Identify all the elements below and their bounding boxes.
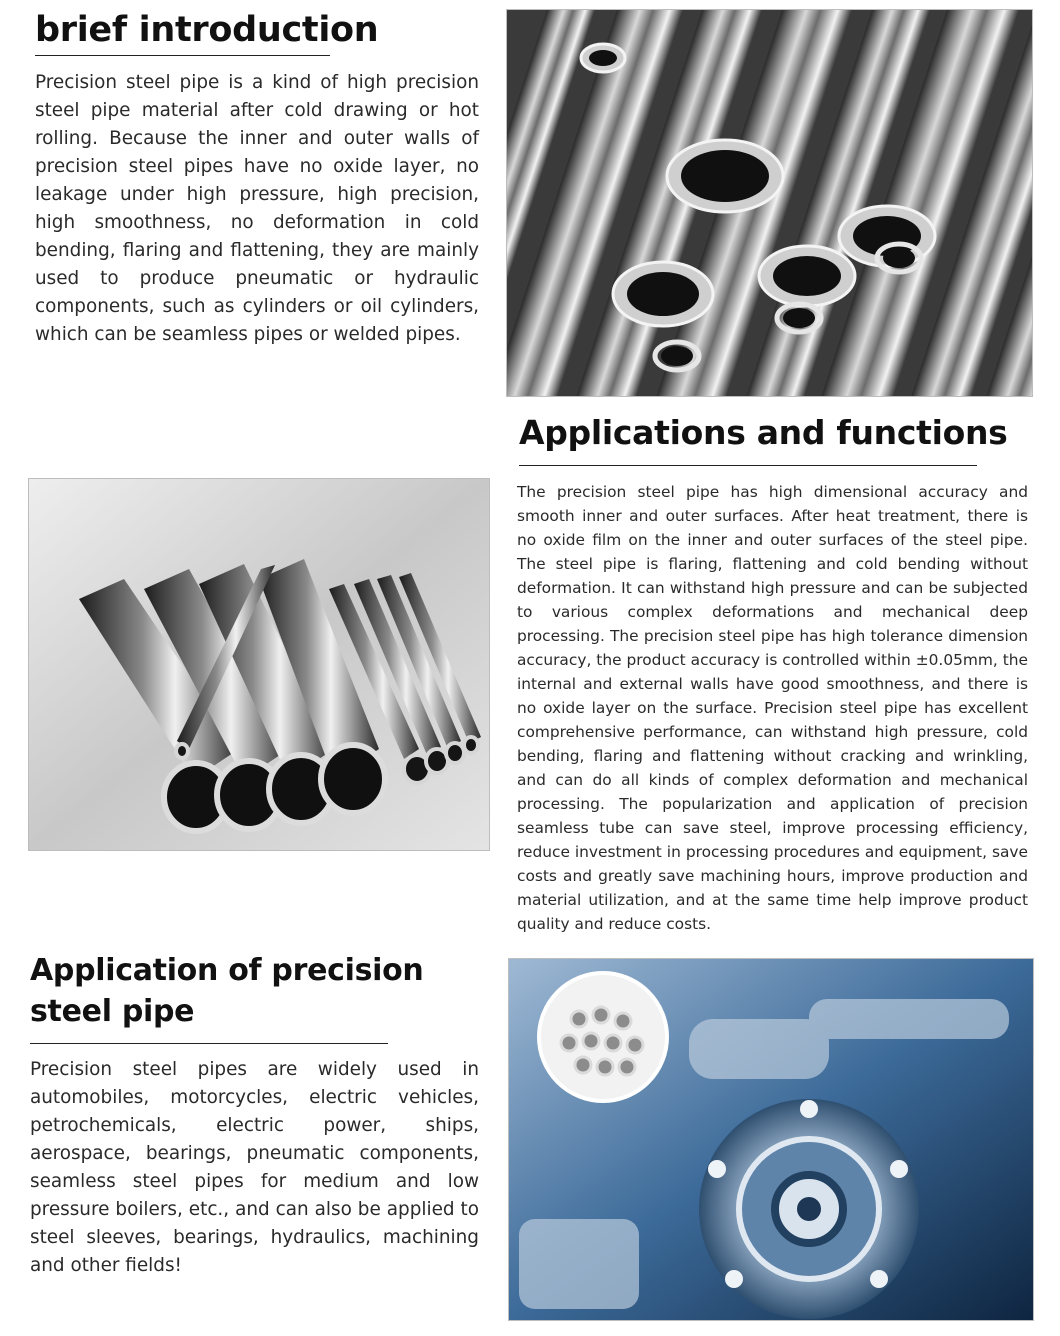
application-precision-text: Precision steel pipes are widely used in automobiles, motorcycles, electric vehicles, petrochemicals, electric power, ships, aerospace, bearings, pneumatic components, seamless steel pipes for medium and low pressure boilers, etc., and can also be applied to steel sleeves, bearings, hydraulics, machining and other fields! xyxy=(30,1059,479,1276)
brief-introduction-rule xyxy=(35,55,330,56)
application-precision-heading xyxy=(30,950,424,1032)
steel-pipe-ends-photo xyxy=(506,9,1033,397)
steel-pipe-bundle-photo xyxy=(28,478,490,851)
application-precision-rule xyxy=(30,1043,388,1044)
application-precision-heading-line-1: Application of precision xyxy=(30,953,424,988)
applications-functions-rule xyxy=(519,465,977,466)
application-precision-heading-line-2: steel pipe xyxy=(30,994,195,1029)
applications-functions-text: The precision steel pipe has high dimensional accuracy and smooth inner and outer surfaces. After heat treatment, there is no oxide film on the inner and outer surfaces of the steel pipe. The steel pipe is flaring, flattening and cold bending without deformation. It can withstand high pressure and can be subjected to various complex deformations and mechanical deep processing. The precision steel pipe has high tolerance dimension accuracy, the product accuracy is controlled within ±0.05mm, the internal and external walls have good smoothness, and there is no oxide layer on the surface. Precision steel pipe has excellent comprehensive performance, can withstand high pressure, cold bending, flaring and flattening without cracking and wrinkling, and can do all kinds of complex deformation and mechanical processing. The popularization and application of precision seamless tube can save steel, improve processing efficiency, reduce investment in processing procedures and equipment, save costs and greatly save machining hours, improve production and material utilization, and at the same time help improve product quality and reduce costs. xyxy=(517,483,1028,933)
applications-functions-heading: Applications and functions xyxy=(519,413,1008,452)
brief-introduction-heading: brief introduction xyxy=(35,10,379,50)
brief-introduction-text: Precision steel pipe is a kind of high precision steel pipe material after cold drawing or hot rolling. Because the inner and outer walls of precision steel pipes have no oxide layer, no leakage under high pressure, high precision, high smoothness, no deformation in cold bending, flaring and flattening, they are mainly used to produce pneumatic or hydraulic components, such as cylinders or oil cylinders, which can be seamless pipes or welded pipes. xyxy=(35,72,479,345)
engine-gear-photo xyxy=(508,958,1034,1321)
